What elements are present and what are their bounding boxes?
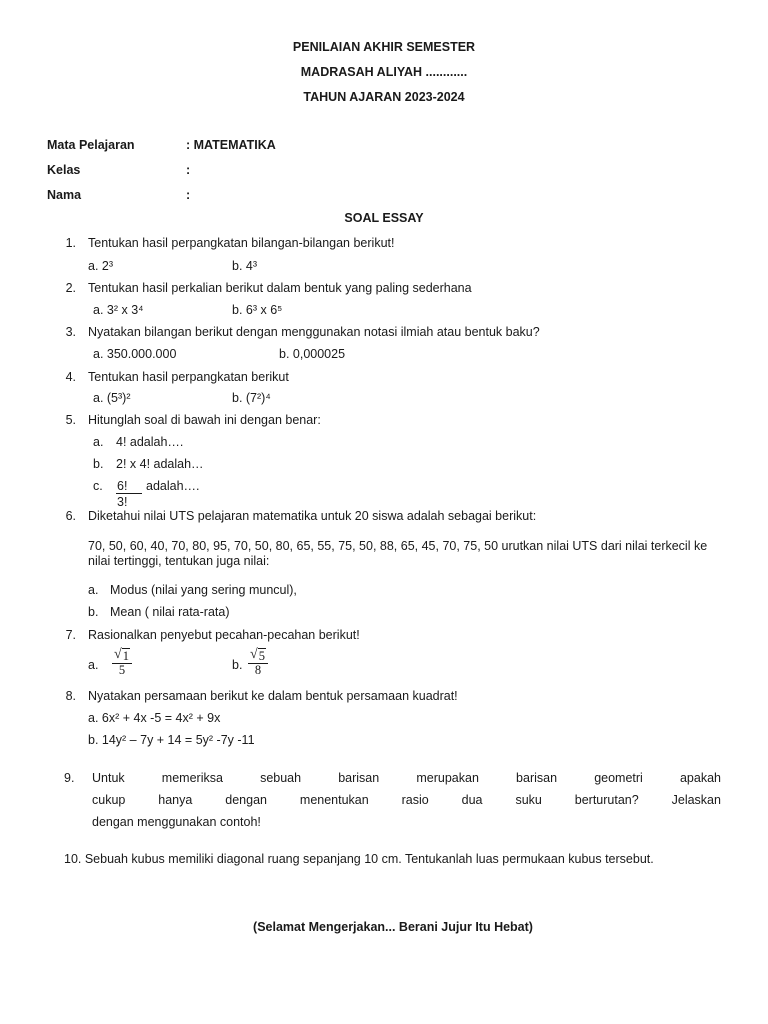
q2-text: Tentukan hasil perkalian berikut dalam bentuk yang paling sederhana (88, 281, 472, 295)
q7-b-radicand: 5 (258, 649, 265, 663)
q9-word: cukup (92, 793, 126, 807)
section-title: SOAL ESSAY (344, 211, 424, 225)
q7-a-denominator: 5 (118, 663, 126, 677)
q4-number: 4. (65, 370, 76, 384)
q9-number: 9. (64, 771, 75, 785)
q9-word: berturutan? (574, 793, 639, 807)
name-label: Nama (47, 188, 82, 202)
q5-text: Hitunglah soal di bawah ini dengan benar: (88, 413, 321, 427)
q2-option-a: a. 3² x 3⁴ (93, 303, 144, 317)
q4-text: Tentukan hasil perpangkatan berikut (88, 370, 289, 384)
q6-text: Diketahui nilai UTS pelajaran matematika untuk 20 siswa adalah sebagai berikut: (88, 509, 537, 523)
q9-word: barisan (338, 771, 380, 785)
q5-option-c-text: adalah…. (146, 479, 200, 493)
q1-text: Tentukan hasil perpangkatan bilangan-bilangan berikut! (88, 236, 395, 250)
q9-word: hanya (158, 793, 193, 807)
q6-option-a-label: a. (88, 583, 99, 597)
q6-data-line-1: 70, 50, 60, 40, 70, 80, 95, 70, 50, 80, 65, 55, 75, 50, 88, 65, 45, 70, 75, 50 urutkan nilai UTS dari nilai terkecil ke (88, 539, 708, 553)
q6-option-b-text: Mean ( nilai rata-rata) (110, 605, 230, 619)
q2-option-b: b. 6³ x 6⁵ (232, 303, 283, 317)
q9-line-1 (92, 771, 721, 785)
q1-option-a: a. 2³ (88, 259, 114, 273)
q7-b-denominator: 8 (254, 663, 262, 677)
q5-option-a-label: a. (93, 435, 104, 449)
q5-option-b-text: 2! x 4! adalah… (116, 457, 204, 471)
header-line-1: PENILAIAN AKHIR SEMESTER (292, 40, 476, 54)
q6-data-line-2: nilai tertinggi, tentukan juga nilai: (88, 554, 270, 568)
q5-option-c-label: c. (93, 479, 103, 493)
q7-option-a-fraction: √ 1 5 (112, 648, 132, 677)
q9-word: barisan (516, 771, 558, 785)
q3-option-a: a. 350.000.000 (93, 347, 177, 361)
q9-word: Jelaskan (671, 793, 721, 807)
closing-message: (Selamat Mengerjakan... Berani Jujur Itu Hebat) (253, 920, 533, 934)
header-line-3: TAHUN AJARAN 2023-2024 (303, 90, 465, 104)
q9-word: geometri (594, 771, 643, 785)
class-label: Kelas (47, 163, 81, 177)
q5-option-c-fraction (116, 479, 142, 509)
q9-word: Untuk (92, 771, 125, 785)
q9-line-2 (92, 793, 721, 807)
q4-option-b: b. (7²)⁴ (232, 391, 271, 405)
header-line-2: MADRASAH ALIYAH ............ (300, 65, 468, 79)
subject-label: Mata Pelajaran (47, 138, 135, 152)
q8-option-b: b. 14y² – 7y + 14 = 5y² -7y -11 (88, 733, 255, 747)
q9-word: memeriksa (161, 771, 223, 785)
subject-value: : MATEMATIKA (186, 138, 276, 152)
q10-text: 10. Sebuah kubus memiliki diagonal ruang sepanjang 10 cm. Tentukanlah luas permukaan kubus tersebut. (64, 852, 654, 866)
q7-a-radicand: 1 (122, 649, 129, 663)
q5-option-b-label: b. (93, 457, 104, 471)
q9-word: merupakan (416, 771, 479, 785)
q9-word: menentukan (299, 793, 369, 807)
q3-number: 3. (65, 325, 76, 339)
q9-word: dua (461, 793, 483, 807)
q5-c-numerator: 6! (116, 479, 142, 494)
q9-line-3: dengan menggunakan contoh! (92, 815, 261, 829)
q8-text: Nyatakan persamaan berikut ke dalam bentuk persamaan kuadrat! (88, 689, 458, 703)
q3-option-b: b. 0,000025 (279, 347, 346, 361)
q7-option-b-label: b. (232, 658, 243, 672)
q8-option-a: a. 6x² + 4x -5 = 4x² + 9x (88, 711, 221, 725)
class-value: : (186, 163, 191, 177)
q9-word: apakah (679, 771, 721, 785)
q9-word: sebuah (260, 771, 302, 785)
q3-text: Nyatakan bilangan berikut dengan menggunakan notasi ilmiah atau bentuk baku? (88, 325, 540, 339)
q5-number: 5. (65, 413, 76, 427)
name-value: : (186, 188, 191, 202)
q9-word: suku (515, 793, 542, 807)
q6-number: 6. (65, 509, 76, 523)
q7-option-a-label: a. (88, 658, 99, 672)
q5-c-denominator: 3! (117, 495, 128, 509)
q2-number: 2. (65, 281, 76, 295)
q1-option-b: b. 4³ (232, 259, 258, 273)
q4-option-a: a. (5³)² (93, 391, 131, 405)
q9-word: rasio (401, 793, 429, 807)
q6-option-b-label: b. (88, 605, 99, 619)
q7-option-b-fraction: √ 5 8 (248, 648, 268, 677)
q7-text: Rasionalkan penyebut pecahan-pecahan berikut! (88, 628, 360, 642)
q6-option-a-text: Modus (nilai yang sering muncul), (110, 583, 297, 597)
q9-word: dengan (225, 793, 267, 807)
q8-number: 8. (65, 689, 76, 703)
q1-number: 1. (65, 236, 76, 250)
q7-number: 7. (65, 628, 76, 642)
q5-option-a-text: 4! adalah…. (116, 435, 184, 449)
